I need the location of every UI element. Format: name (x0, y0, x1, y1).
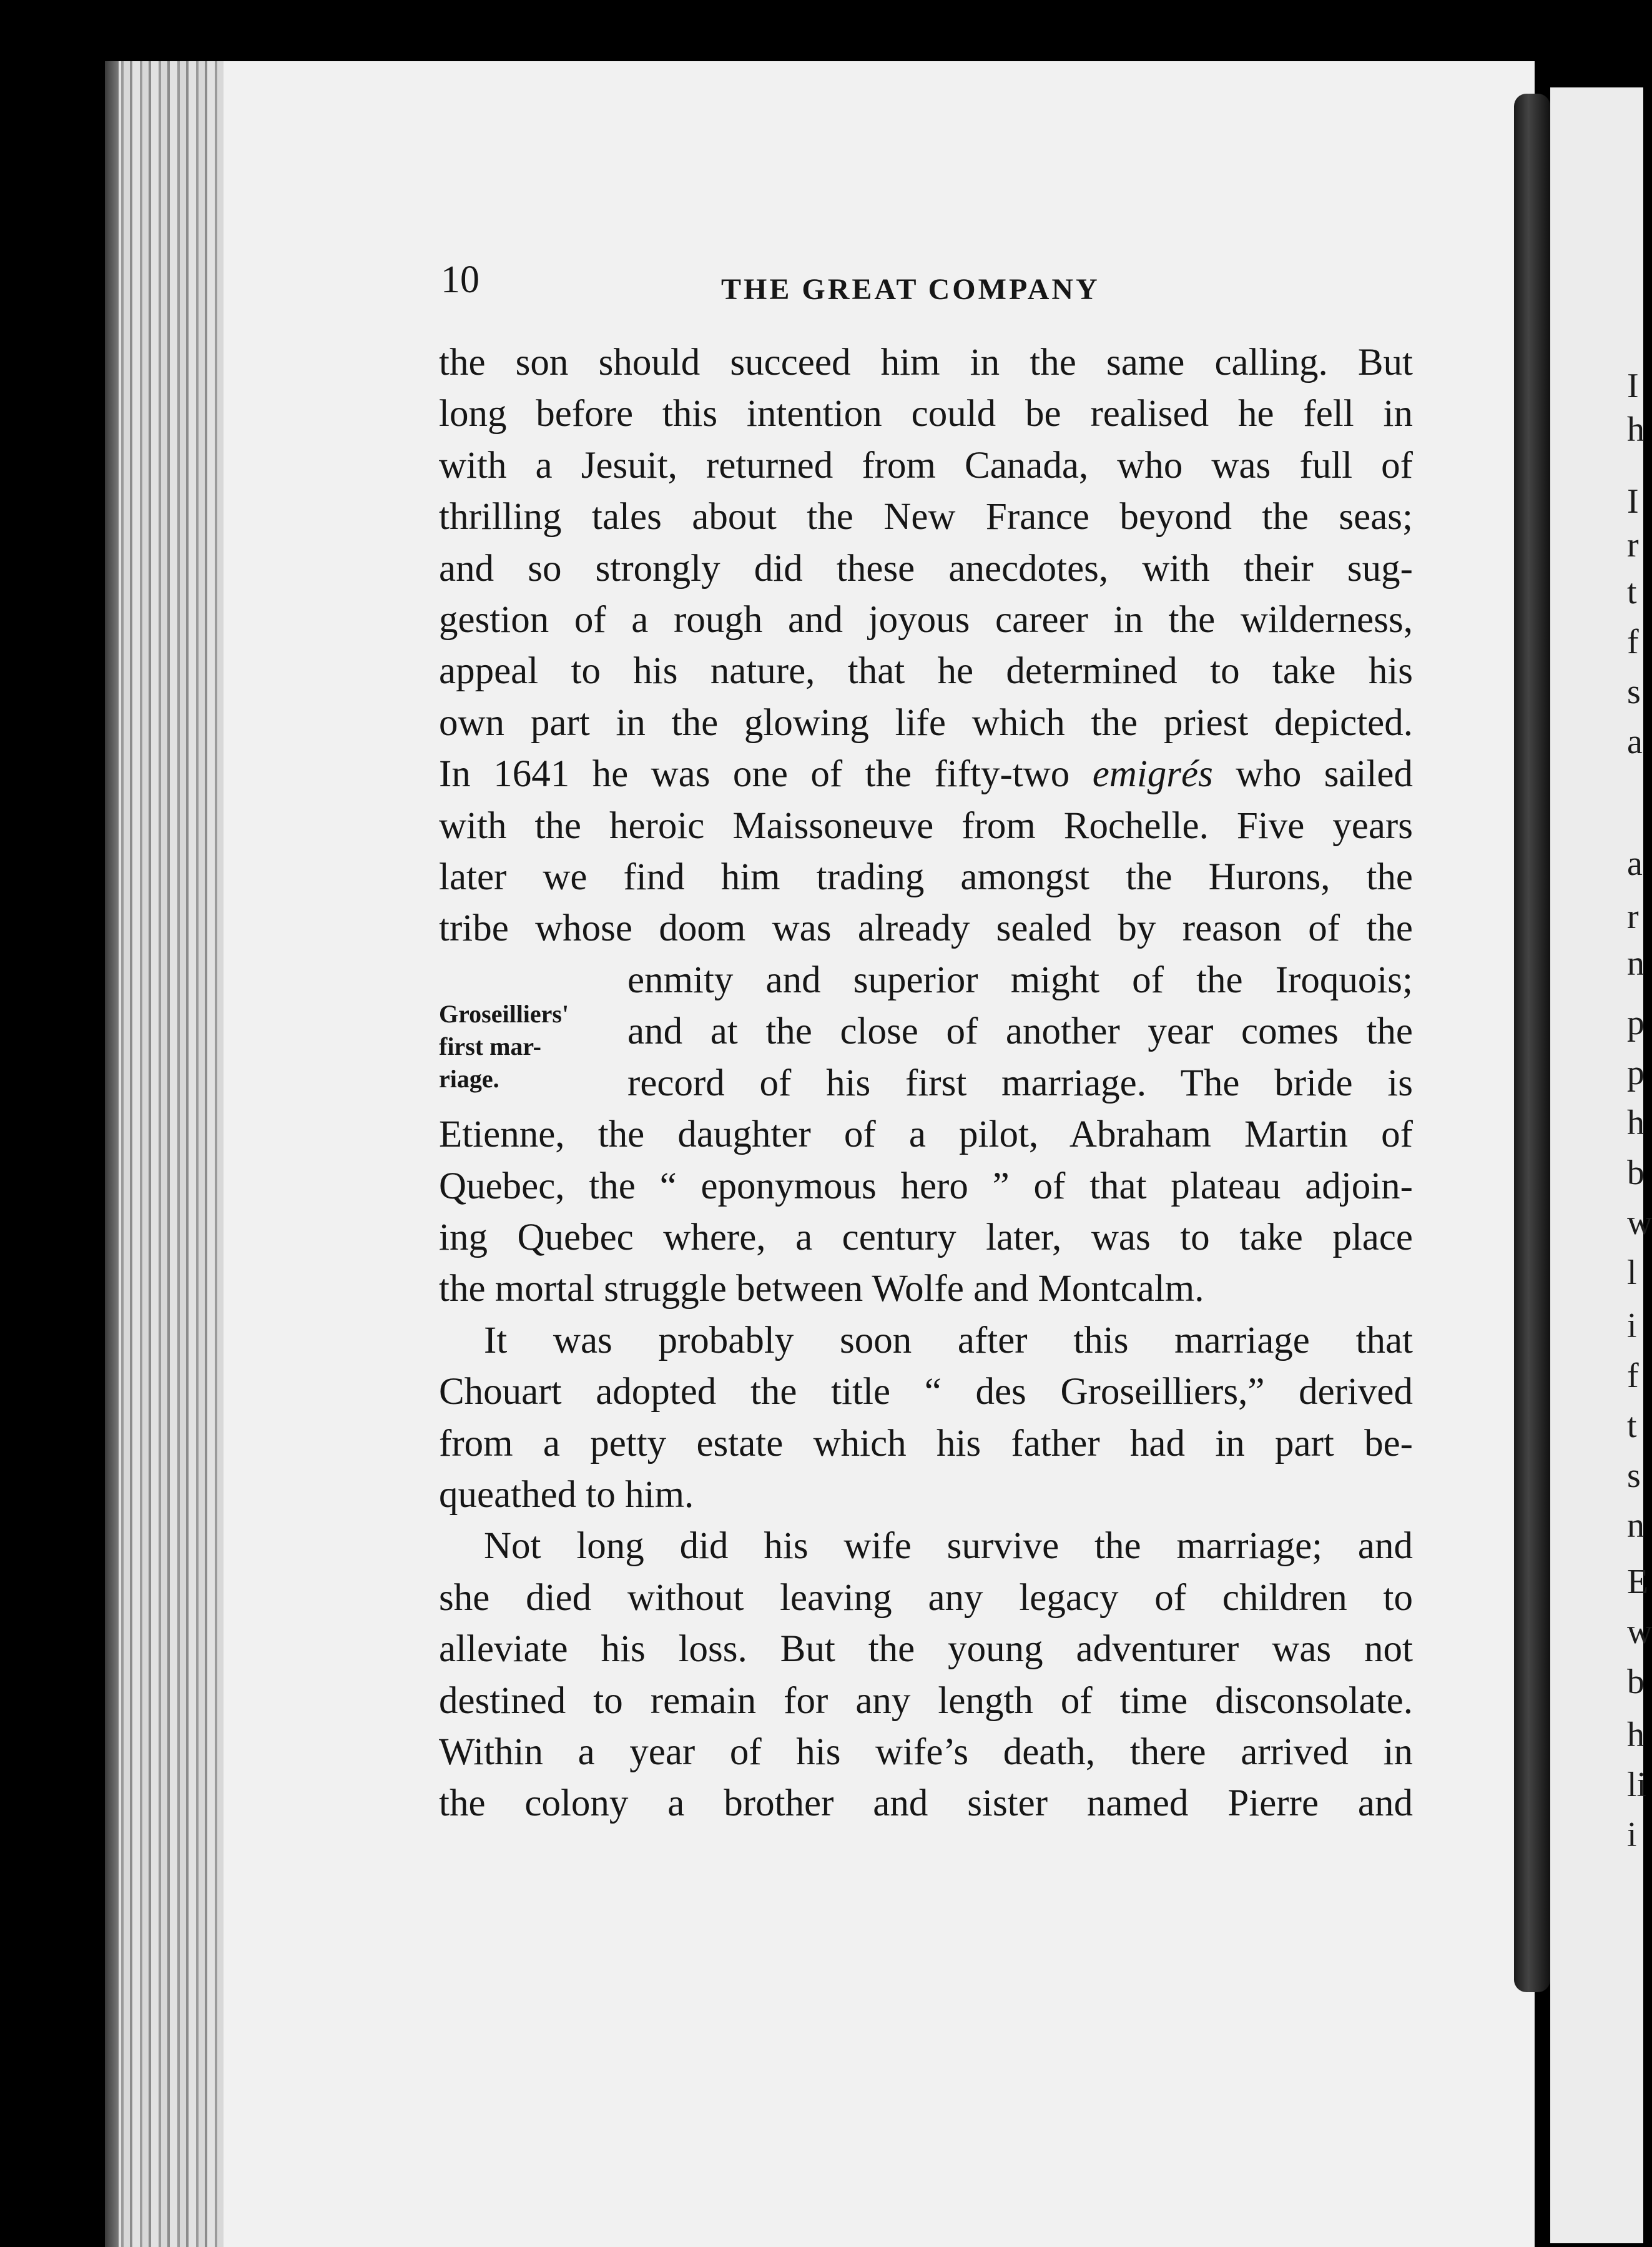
facing-page-letter: w (1627, 1203, 1652, 1242)
text-line: appeal to his nature, that he determined to take his (439, 650, 1413, 693)
text-line: destined to remain for any length of time disconsolate. (439, 1679, 1413, 1722)
text-line: Within a year of his wife’s death, there arrived in (439, 1731, 1413, 1773)
book-cover-edge (105, 61, 119, 2247)
facing-page-letter: s (1627, 1456, 1641, 1495)
facing-page-letter: p (1627, 1054, 1645, 1092)
facing-page-letter: f (1627, 1356, 1639, 1395)
facing-page-letter: n (1627, 1506, 1645, 1545)
facing-page-letter: I (1627, 482, 1639, 521)
body-text (439, 337, 1413, 1830)
facing-page-letter: p (1627, 1004, 1645, 1042)
text-line-with-italic (439, 749, 1413, 800)
text-line: and so strongly did these anecdotes, with their sug- (439, 547, 1413, 590)
text-line: tribe whose doom was already sealed by reason of the (439, 907, 1413, 950)
text-line: from a petty estate which his father had in part be- (439, 1422, 1413, 1464)
paragraph-first-line: It was probably soon after this marriage that (484, 1319, 1413, 1361)
facing-page-letter: a (1627, 844, 1643, 883)
text-line: with a Jesuit, returned from Canada, who was full of (439, 444, 1413, 486)
text-line: alleviate his loss. But the young adventurer was not (439, 1628, 1413, 1671)
running-head: THE GREAT COMPANY (721, 273, 1100, 306)
facing-page-letter: w (1627, 1612, 1652, 1651)
text-line: record of his first marriage. The bride is (627, 1062, 1413, 1104)
facing-page-letter: l (1627, 1253, 1637, 1292)
paragraph-first-line: Not long did his wife survive the marriage; and (484, 1525, 1413, 1568)
facing-page-letter: t (1627, 1406, 1637, 1445)
facing-page-letter: b (1627, 1153, 1645, 1192)
facing-page-letter: b (1627, 1662, 1645, 1701)
text-line: enmity and superior might of the Iroquois; (627, 959, 1413, 1001)
facing-page-letter: r (1627, 526, 1639, 565)
facing-page-letter: i (1627, 1815, 1637, 1854)
text-line: Chouart adopted the title “ des Groseilliers,” derived (439, 1371, 1413, 1413)
text-line: queathed to him. (439, 1473, 694, 1516)
text-line: own part in the glowing life which the priest depicted. (439, 701, 1413, 744)
book-gutter (1514, 94, 1550, 1992)
facing-page-letter: r (1627, 897, 1639, 936)
text-line: the son should succeed him in the same calling. But (439, 342, 1413, 383)
text-line: and at the close of another year comes the (627, 1010, 1413, 1053)
facing-page-letter: n (1627, 944, 1645, 983)
text-segment: who sailed (1236, 753, 1414, 796)
text-line: she died without leaving any legacy of children to (439, 1576, 1413, 1619)
text-line: the mortal struggle between Wolfe and Montcalm. (439, 1268, 1204, 1310)
facing-page-letter: E (1627, 1563, 1649, 1601)
text-line: later we find him trading amongst the Hurons, the (439, 856, 1413, 899)
italic-word: emigrés (1092, 753, 1213, 796)
margin-note-line: first mar- (439, 1032, 541, 1060)
facing-page-letter: h (1627, 1104, 1645, 1142)
facing-page-letter: li (1627, 1766, 1647, 1804)
margin-note-line: riage. (439, 1065, 499, 1093)
page-edges (105, 61, 224, 2247)
text-line: long before this intention could be realised he fell in (439, 393, 1413, 435)
facing-page-letter: f (1627, 623, 1639, 661)
text-line: gestion of a rough and joyous career in the wilderness, (439, 599, 1413, 641)
margin-note-line: Groseilliers' (439, 1000, 569, 1028)
facing-page-letter: i (1627, 1306, 1637, 1345)
facing-page-letter: t (1627, 573, 1637, 611)
text-line: with the heroic Maissoneuve from Rochelle. Five years (439, 804, 1413, 847)
facing-page-letter: a (1627, 723, 1643, 761)
facing-page-letter: h (1627, 1716, 1645, 1754)
text-segment: In 1641 he was one of the fifty-two (439, 753, 1070, 796)
page-number: 10 (441, 259, 479, 301)
text-line: Quebec, the “ eponymous hero ” of that plateau adjoin- (439, 1165, 1413, 1207)
text-line: Etienne, the daughter of a pilot, Abraham Martin of (439, 1114, 1413, 1156)
text-line: the colony a brother and sister named Pierre and (439, 1782, 1413, 1825)
facing-page-letter: h (1627, 410, 1645, 449)
text-line: ing Quebec where, a century later, was to take place (439, 1216, 1413, 1258)
facing-page-letter: s (1627, 673, 1641, 711)
facing-page-letter: I (1627, 367, 1639, 405)
text-line: thrilling tales about the New France beyond the seas; (439, 496, 1413, 538)
